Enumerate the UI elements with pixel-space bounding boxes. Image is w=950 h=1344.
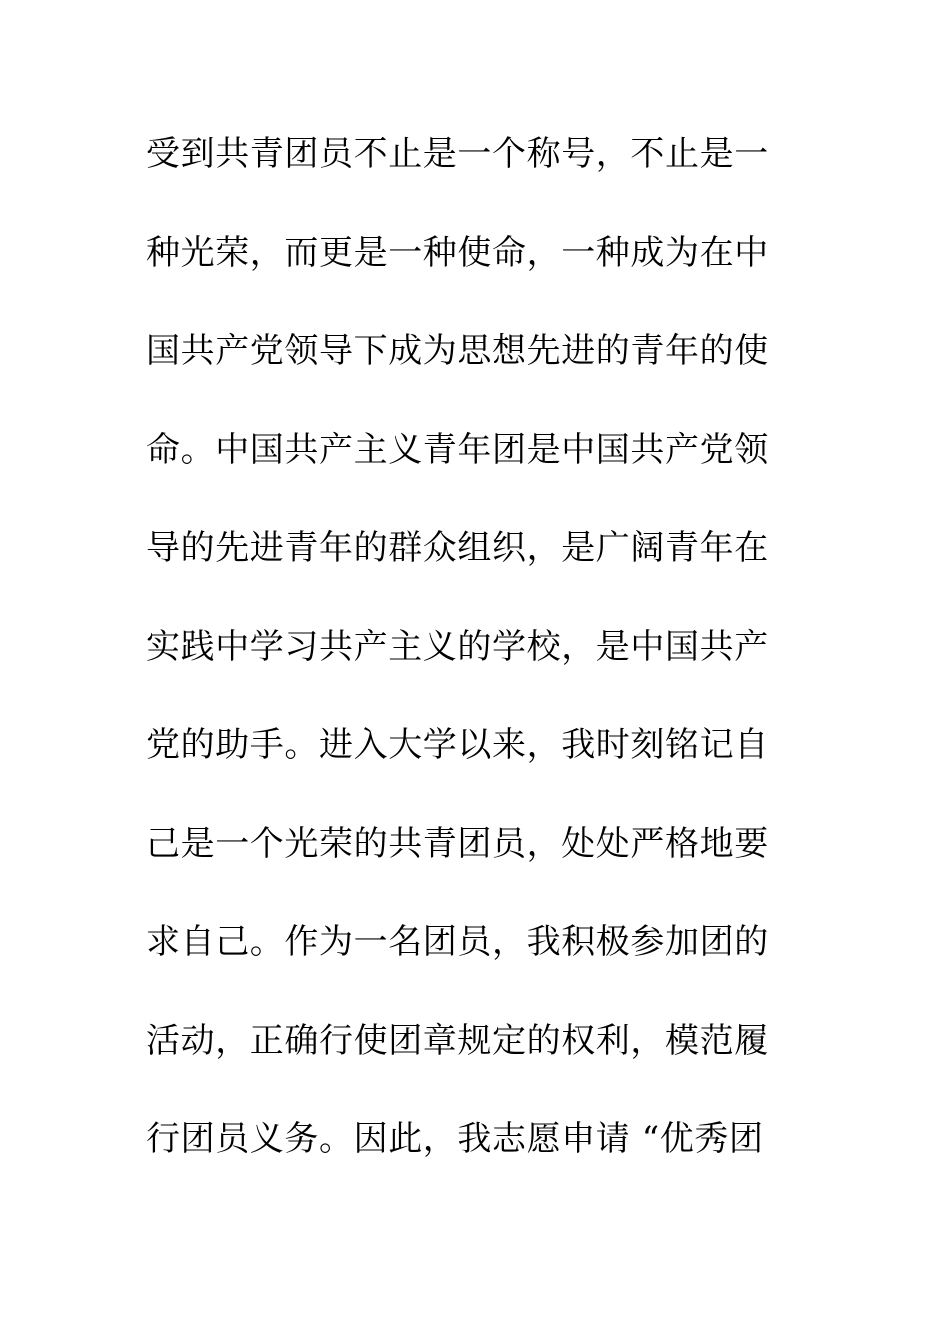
text-line: 党的助手。进入大学以来，我时刻铭记自 <box>146 725 769 765</box>
text-line: 国共产党领导下成为思想先进的青年的使 <box>146 331 769 371</box>
text-line: 种光荣，而更是一种使命，一种成为在中 <box>146 232 769 273</box>
body-text <box>146 128 826 1212</box>
text-line: 导的先进青年的群众组织，是广阔青年在 <box>146 528 769 568</box>
text-line: 命。中国共产主义青年团是中国共产党领 <box>146 429 769 470</box>
text-line: 受到共青团员不止是一个称号，不止是一 <box>146 134 769 174</box>
text-line: 实践中学习共产主义的学校，是中国共产 <box>146 626 769 667</box>
text-line: 求自己。作为一名团员，我积极参加团的 <box>146 922 769 962</box>
text-line: 己是一个光荣的共青团员，处处严格地要 <box>146 823 769 864</box>
text-line: 行团员义务。因此，我志愿申请 “优秀团 <box>146 1119 764 1159</box>
text-line: 活动，正确行使团章规定的权利，模范履 <box>146 1020 769 1061</box>
